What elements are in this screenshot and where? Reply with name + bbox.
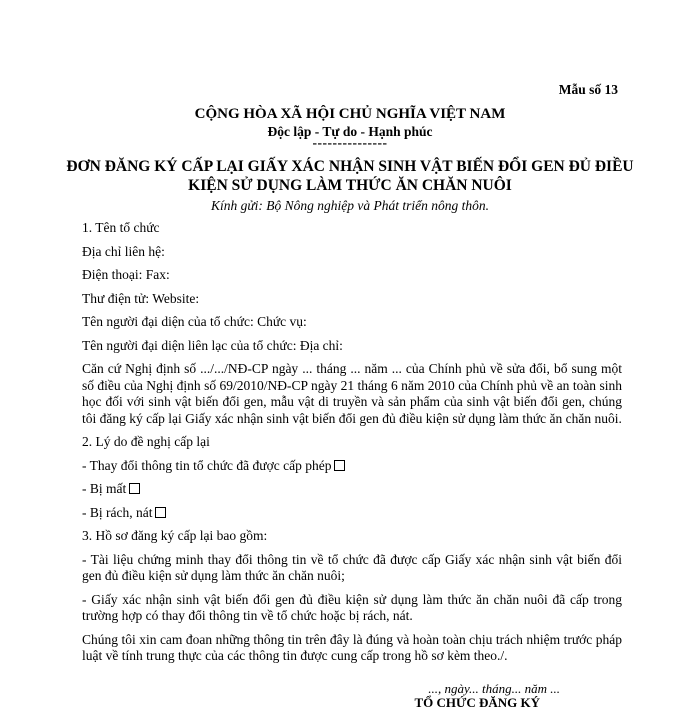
reason-lost-label: - Bị mất [82,481,127,496]
section-3-heading: 3. Hồ sơ đăng ký cấp lại bao gồm: [82,528,268,543]
dossier-item-1: - Tài liệu chứng minh thay đổi thông tin về tổ chức đã được cấp Giấy xác nhận sinh vật biến đổi gen đủ điều kiện sử dụng làm thức ăn chăn nuôi; [82,551,622,583]
separator: --------------- [312,135,388,150]
checkbox-icon[interactable] [129,483,140,494]
reason-damaged-label: - Bị rách, nát [82,504,153,520]
reason-option-lost [82,481,622,498]
checkbox-icon[interactable] [155,507,166,518]
document-body [82,220,622,672]
signature-org-label: TỔ CHỨC ĐĂNG KÝ [414,695,540,710]
section-2-heading: 2. Lý do đề nghị cấp lại [82,434,210,449]
title-line-1: ĐƠN ĐĂNG KÝ CẤP LẠI GIẤY XÁC NHẬN SINH VẬT BIẾN ĐỔI GEN ĐỦ ĐIỀU [66,158,634,175]
national-motto: Độc lập - Tự do - Hạnh phúc [267,124,433,139]
reason-change-label: - Thay đổi thông tin tổ chức đã được cấp phép [82,457,332,473]
address-field: Địa chỉ liên hệ: [82,243,165,259]
checkbox-icon[interactable] [334,460,345,471]
representative-field: Tên người đại diện của tổ chức: Chức vụ: [82,314,307,329]
email-website-field: Thư điện tử: Website: [82,290,200,306]
national-title: CỘNG HÒA XÃ HỘI CHỦ NGHĨA VIỆT NAM [194,106,506,122]
title-line-2: KIỆN SỬ DỤNG LÀM THỨC ĂN CHĂN NUÔI [188,177,512,194]
contact-field: Tên người đại diện liên lạc của tổ chức: Địa chỉ: [82,337,343,353]
form-number: Mẫu số 13 [558,82,618,97]
signature-date-line: ..., ngày... tháng... năm ... [428,681,560,696]
dossier-item-2: - Giấy xác nhận sinh vật biến đổi gen đủ điều kiện sử dụng làm thức ăn chăn nuôi đã cấp trong trường hợp có thay đổi thông tin về tổ chức hoặc bị rách, nát. [82,591,622,623]
commitment-paragraph: Chúng tôi xin cam đoan những thông tin trên đây là đúng và hoàn toàn chịu trách nhiệm trước pháp luật về tính trung thực của các thông tin được cung cấp trong hồ sơ kèm theo./. [82,631,622,663]
legal-basis-paragraph: Căn cứ Nghị định số .../.../NĐ-CP ngày ... tháng ... năm ... của Chính phủ về sửa đổi, bổ sung một số điều của Nghị định số 69/2010/NĐ-CP ngày 21 tháng 6 năm 2010 của Chính phủ về an toàn sinh học đối với sinh vật biến đổi gen, mẫu vật di truyền và sản phẩm của sinh vật biến đổi gen, chúng tôi đăng ký cấp lại Giấy xác nhận sinh vật biến đổi gen đủ điều kiện sử dụng làm thức ăn chăn nuôi. [82,361,622,426]
document-title [0,157,700,195]
reason-option-damaged [82,505,622,522]
recipient-line: Kính gửi: Bộ Nông nghiệp và Phát triển nông thôn. [210,198,490,213]
phone-fax-field: Điện thoại: Fax: [82,267,170,282]
reason-option-change [82,458,622,475]
section-1-heading: 1. Tên tổ chức [82,220,160,235]
